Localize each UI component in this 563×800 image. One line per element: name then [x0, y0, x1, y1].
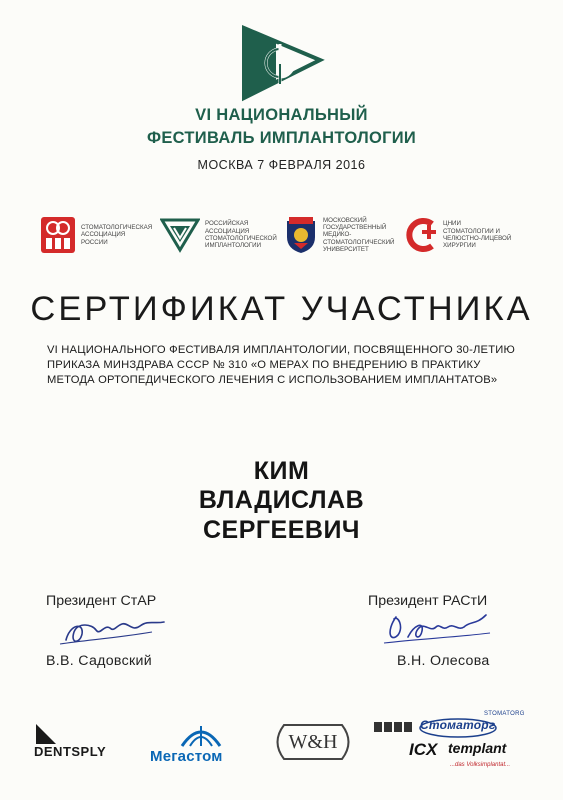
sponsor-stomatorg-sup: STOMATORG — [484, 711, 525, 717]
left-signer-title: Президент СтАР — [46, 593, 157, 609]
organizer-cniis — [402, 210, 511, 260]
recipient-patronymic: СЕРГЕЕВИЧ — [202, 516, 360, 544]
certificate-title: СЕРТИФИКАТ УЧАСТНИКА — [30, 290, 533, 328]
left-signer-name: В.В. Садовский — [46, 653, 152, 669]
festival-title-line1: VI НАЦИОНАЛЬНЫЙ — [195, 106, 368, 124]
festival-emblem-icon — [232, 22, 332, 104]
organizer-star — [40, 210, 152, 260]
university-crest-icon — [284, 215, 318, 255]
right-signer-title: Президент РАСтИ — [368, 593, 488, 609]
cniis-logo-icon — [402, 216, 438, 254]
signature-sadovsky-icon — [56, 610, 176, 650]
organizer-university — [284, 210, 395, 260]
organizer-university-text: МОСКОВСКИЙ ГОСУДАРСТВЕННЫЙ МЕДИКО- СТОМАТОЛОГИЧЕСКИЙ УНИВЕРСИТЕТ — [323, 216, 395, 253]
organizer-rasti-text: РОССИЙСКАЯ АССОЦИАЦИЯ СТОМАТОЛОГИЧЕСКОЙ ИМПЛАНТОЛОГИИ — [205, 220, 277, 250]
festival-title-line2: ФЕСТИВАЛЬ ИМПЛАНТОЛОГИИ — [146, 129, 417, 147]
sponsor-stomatorg: Стоматорг — [420, 718, 496, 732]
sponsor-wh: W&H — [288, 730, 338, 753]
right-signer-name: В.Н. Олесова — [397, 653, 490, 669]
signature-olesova-icon — [378, 607, 493, 649]
organizer-cniis-text: ЦНИИ СТОМАТОЛОГИИ И ЧЕЛЮСТНО-ЛИЦЕВОЙ ХИРУРГИИ — [443, 220, 512, 250]
organizer-star-text: СТОМАТОЛОГИЧЕСКАЯ АССОЦИАЦИЯ РОССИИ — [81, 224, 153, 246]
sponsor-templant-slogan: ...das Volksimplantat... — [450, 762, 511, 768]
recipient-first-name: ВЛАДИСЛАВ — [198, 486, 365, 514]
recipient-last-name: КИМ — [253, 457, 310, 485]
star-logo-icon — [40, 216, 76, 254]
festival-date: МОСКВА 7 ФЕВРАЛЯ 2016 — [197, 158, 366, 172]
sponsor-templant: templant — [448, 740, 507, 756]
certificate-description: VI НАЦИОНАЛЬНОГО ФЕСТИВАЛЯ ИМПЛАНТОЛОГИИ, ПОСВЯЩЕННОГО 30-ЛЕТИЮ ПРИКАЗА МИНЗДРАВА СССР № 310 «О МЕРАХ ПО ВНЕДРЕНИЮ В ПРАКТИКУ МЕТОДА ОРТОПЕДИЧЕСКОГО ЛЕЧЕНИЯ С ИСПОЛЬЗОВАНИЕМ ИМПЛАНТАТОВ» — [47, 344, 515, 386]
sponsor-megastom: Мегастом — [150, 748, 223, 765]
rasti-logo-icon — [160, 216, 200, 254]
sponsor-icx: ICX — [409, 740, 438, 759]
organizer-rasti — [160, 210, 277, 260]
sponsor-dentsply: DENTSPLY — [34, 744, 107, 759]
